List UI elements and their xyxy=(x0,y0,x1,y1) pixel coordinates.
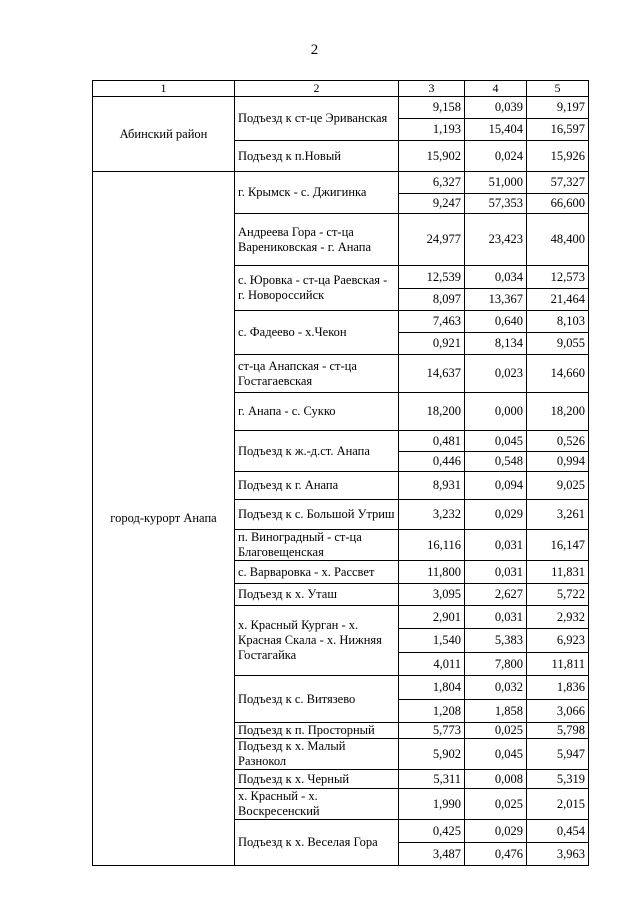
value-col-3: 3,095 xyxy=(399,584,465,606)
value-col-5: 66,600 xyxy=(527,194,589,214)
value-col-4: 0,029 xyxy=(465,820,527,843)
value-col-3: 1,540 xyxy=(399,629,465,653)
value-col-4: 1,858 xyxy=(465,700,527,723)
value-col-5: 2,932 xyxy=(527,606,589,629)
value-col-4: 0,029 xyxy=(465,500,527,530)
value-col-4: 0,039 xyxy=(465,97,527,119)
value-col-3: 5,902 xyxy=(399,739,465,770)
header-col-2: 2 xyxy=(235,81,399,97)
value-col-4: 5,383 xyxy=(465,629,527,653)
value-col-5: 3,261 xyxy=(527,500,589,530)
value-col-4: 0,548 xyxy=(465,452,527,472)
road-name: Подъезд к х. Уташ xyxy=(235,584,399,606)
value-col-3: 0,921 xyxy=(399,333,465,355)
value-col-3: 0,446 xyxy=(399,452,465,472)
value-col-4: 0,000 xyxy=(465,393,527,431)
value-col-3: 6,327 xyxy=(399,172,465,194)
road-name: Подъезд к ж.-д.ст. Анапа xyxy=(235,431,399,472)
value-col-4: 0,094 xyxy=(465,472,527,500)
value-col-5: 57,327 xyxy=(527,172,589,194)
table-row xyxy=(93,97,589,119)
value-col-5: 14,660 xyxy=(527,355,589,393)
value-col-3: 8,931 xyxy=(399,472,465,500)
value-col-5: 18,200 xyxy=(527,393,589,431)
value-col-3: 1,208 xyxy=(399,700,465,723)
value-col-3: 9,247 xyxy=(399,194,465,214)
road-name: Подъезд к х. Малый Разнокол xyxy=(235,739,399,770)
value-col-5: 0,526 xyxy=(527,431,589,452)
value-col-3: 2,901 xyxy=(399,606,465,629)
value-col-4: 0,032 xyxy=(465,676,527,700)
road-name: Подъезд к с. Большой Утриш xyxy=(235,500,399,530)
value-col-4: 57,353 xyxy=(465,194,527,214)
header-row xyxy=(93,81,589,97)
road-name: ст-ца Анапская - ст-ца Гостагаевская xyxy=(235,355,399,393)
header-col-1: 1 xyxy=(93,81,235,97)
value-col-4: 0,045 xyxy=(465,739,527,770)
value-col-3: 11,800 xyxy=(399,561,465,584)
value-col-5: 9,025 xyxy=(527,472,589,500)
value-col-3: 15,902 xyxy=(399,141,465,172)
road-name: Подъезд к с. Витязево xyxy=(235,676,399,723)
value-col-4: 0,025 xyxy=(465,723,527,739)
value-col-4: 0,024 xyxy=(465,141,527,172)
value-col-4: 0,025 xyxy=(465,789,527,820)
value-col-4: 23,423 xyxy=(465,214,527,266)
value-col-3: 0,425 xyxy=(399,820,465,843)
road-name: с. Юровка - ст-ца Раевская - г. Новороссийск xyxy=(235,266,399,311)
value-col-5: 5,722 xyxy=(527,584,589,606)
road-name: Подъезд к х. Черный xyxy=(235,770,399,789)
value-col-4: 0,008 xyxy=(465,770,527,789)
value-col-5: 48,400 xyxy=(527,214,589,266)
value-col-3: 0,481 xyxy=(399,431,465,452)
value-col-4: 2,627 xyxy=(465,584,527,606)
road-name: с. Варваровка - х. Рассвет xyxy=(235,561,399,584)
value-col-3: 4,011 xyxy=(399,653,465,676)
road-name: Подъезд к п. Просторный xyxy=(235,723,399,739)
value-col-4: 0,034 xyxy=(465,266,527,289)
value-col-5: 0,994 xyxy=(527,452,589,472)
header-col-4: 4 xyxy=(465,81,527,97)
value-col-3: 9,158 xyxy=(399,97,465,119)
value-col-5: 9,197 xyxy=(527,97,589,119)
value-col-5: 0,454 xyxy=(527,820,589,843)
header-col-5: 5 xyxy=(527,81,589,97)
road-name: х. Красный Курган - х. Красная Скала - х. Нижняя Гостагайка xyxy=(235,606,399,676)
value-col-5: 9,055 xyxy=(527,333,589,355)
road-name: г. Анапа - с. Сукко xyxy=(235,393,399,431)
road-name: с. Фадеево - х.Чекон xyxy=(235,311,399,355)
value-col-4: 0,045 xyxy=(465,431,527,452)
value-col-4: 7,800 xyxy=(465,653,527,676)
road-name: Подъезд к п.Новый xyxy=(235,141,399,172)
value-col-5: 5,319 xyxy=(527,770,589,789)
value-col-3: 18,200 xyxy=(399,393,465,431)
value-col-5: 11,811 xyxy=(527,653,589,676)
header-col-3: 3 xyxy=(399,81,465,97)
value-col-4: 8,134 xyxy=(465,333,527,355)
value-col-4: 51,000 xyxy=(465,172,527,194)
page-number: 2 xyxy=(310,42,319,58)
road-name: п. Виноградный - ст-ца Благовещенская xyxy=(235,530,399,561)
road-name: х. Красный - х. Воскресенский xyxy=(235,789,399,820)
value-col-5: 8,103 xyxy=(527,311,589,333)
value-col-3: 1,193 xyxy=(399,119,465,141)
value-col-3: 7,463 xyxy=(399,311,465,333)
value-col-5: 5,798 xyxy=(527,723,589,739)
road-name: Подъезд к г. Анапа xyxy=(235,472,399,500)
value-col-3: 1,804 xyxy=(399,676,465,700)
road-name: Подъезд к ст-це Эриванская xyxy=(235,97,399,141)
road-table xyxy=(92,80,589,866)
value-col-4: 0,031 xyxy=(465,561,527,584)
value-col-4: 0,023 xyxy=(465,355,527,393)
value-col-5: 16,597 xyxy=(527,119,589,141)
value-col-4: 0,476 xyxy=(465,843,527,866)
value-col-3: 16,116 xyxy=(399,530,465,561)
value-col-5: 21,464 xyxy=(527,289,589,311)
value-col-5: 5,947 xyxy=(527,739,589,770)
road-name: г. Крымск - с. Джигинка xyxy=(235,172,399,214)
value-col-5: 11,831 xyxy=(527,561,589,584)
road-name: Подъезд к х. Веселая Гора xyxy=(235,820,399,866)
value-col-4: 0,640 xyxy=(465,311,527,333)
value-col-4: 0,031 xyxy=(465,530,527,561)
district-name: город-курорт Анапа xyxy=(93,172,235,866)
value-col-5: 1,836 xyxy=(527,676,589,700)
value-col-5: 3,066 xyxy=(527,700,589,723)
value-col-3: 24,977 xyxy=(399,214,465,266)
value-col-3: 3,232 xyxy=(399,500,465,530)
value-col-3: 5,311 xyxy=(399,770,465,789)
value-col-5: 3,963 xyxy=(527,843,589,866)
value-col-5: 15,926 xyxy=(527,141,589,172)
table-row xyxy=(93,172,589,194)
value-col-3: 5,773 xyxy=(399,723,465,739)
value-col-3: 1,990 xyxy=(399,789,465,820)
value-col-4: 15,404 xyxy=(465,119,527,141)
road-name: Андреева Гора - ст-ца Варениковская - г. Анапа xyxy=(235,214,399,266)
value-col-5: 16,147 xyxy=(527,530,589,561)
district-name: Абинский район xyxy=(93,97,235,172)
value-col-5: 6,923 xyxy=(527,629,589,653)
value-col-4: 13,367 xyxy=(465,289,527,311)
value-col-3: 3,487 xyxy=(399,843,465,866)
value-col-5: 2,015 xyxy=(527,789,589,820)
value-col-3: 8,097 xyxy=(399,289,465,311)
value-col-3: 12,539 xyxy=(399,266,465,289)
value-col-3: 14,637 xyxy=(399,355,465,393)
value-col-4: 0,031 xyxy=(465,606,527,629)
value-col-5: 12,573 xyxy=(527,266,589,289)
